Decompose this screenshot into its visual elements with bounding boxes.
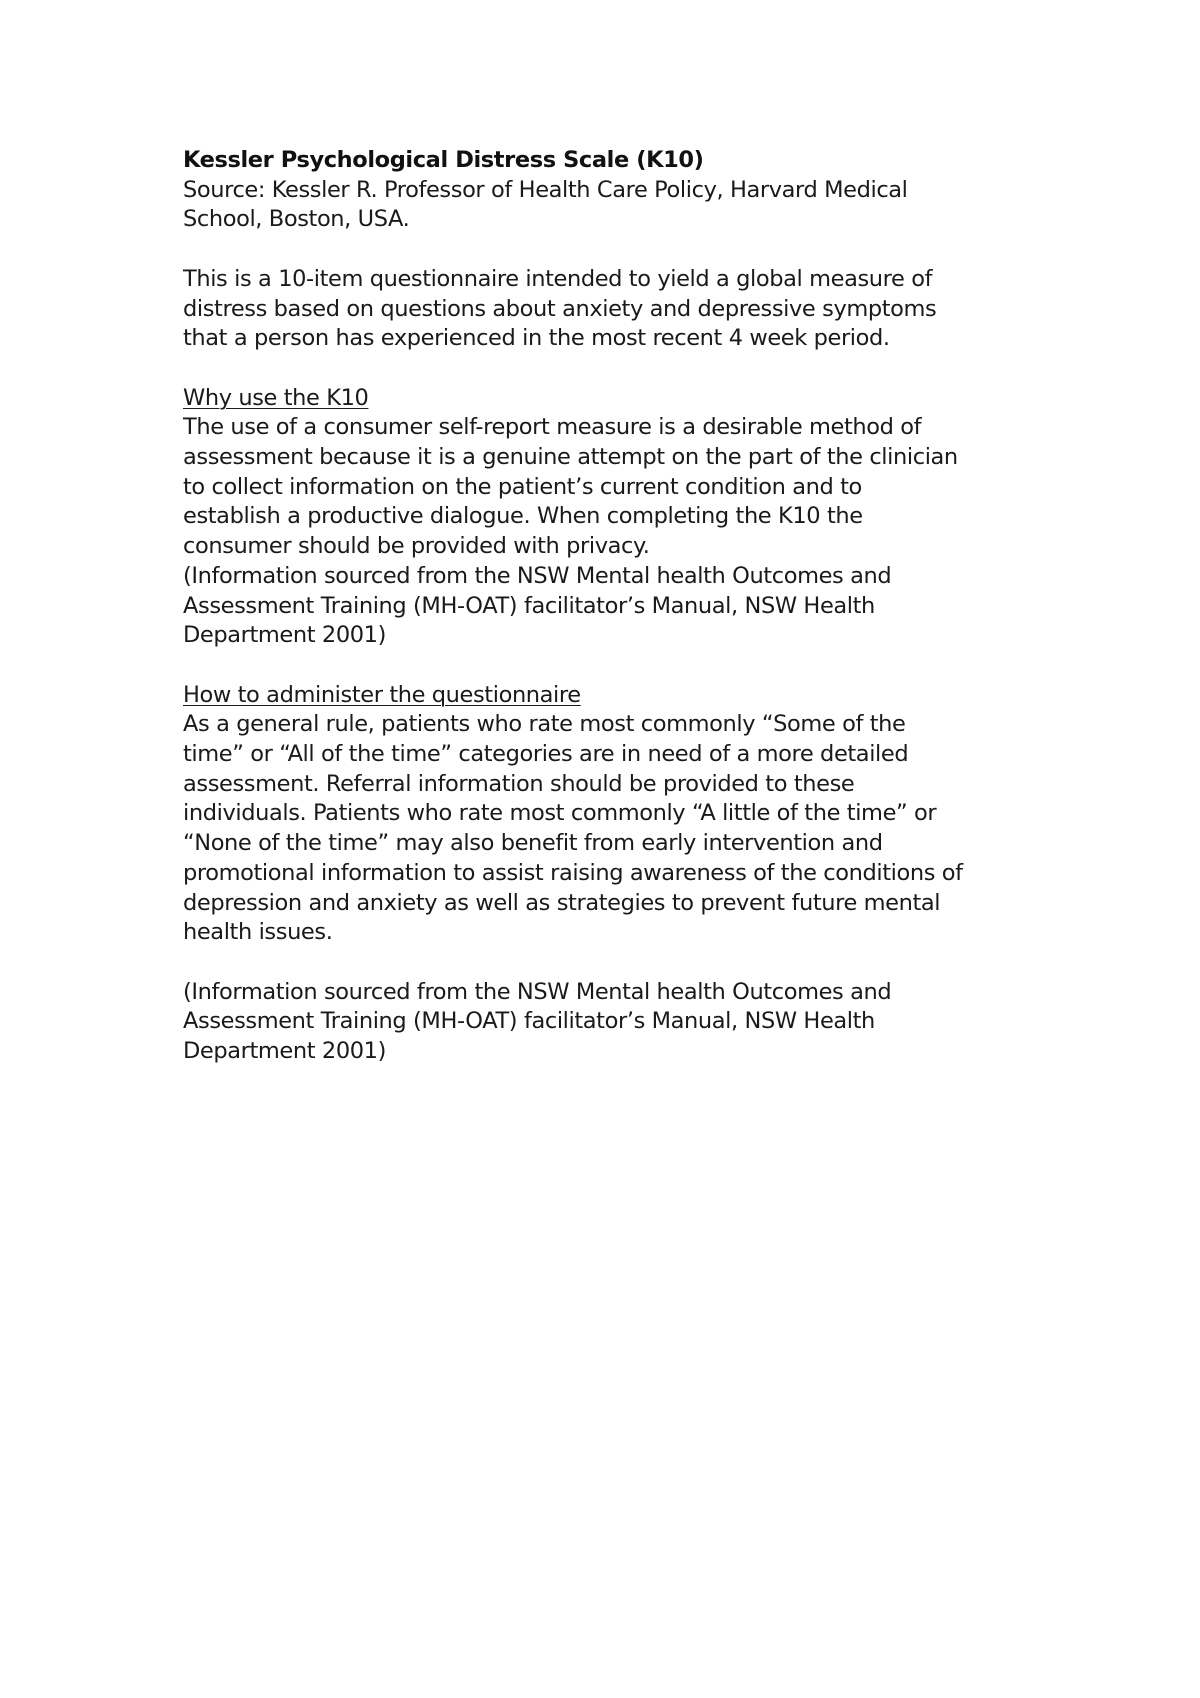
- paragraph-spacer: [183, 235, 1043, 265]
- section-body-why-use: The use of a consumer self-report measure is a desirable method of assessment because it is a genuine attempt on the part of the clinician to collect information on the patient’s current condition and to establish a productive dialogue. When completing the K10 the consumer should be provided with privacy.: [183, 414, 958, 560]
- paragraph-spacer: [183, 948, 1043, 978]
- section-citation-how-to-administer: (Information sourced from the NSW Mental health Outcomes and Assessment Training (MH-OAT) facilitator’s Manual, NSW Health Department 2001): [183, 978, 892, 1065]
- section-heading-how-to-administer: How to administer the questionnaire: [183, 681, 581, 708]
- section-heading-why-use: Why use the K10: [183, 384, 369, 411]
- section-body-how-to-administer: As a general rule, patients who rate most commonly “Some of the time” or “All of the time” categories are in need of a more detailed assessment. Referral information should be provided to these individuals. Patients who rate most commonly “A little of the time” or “None of the time” may also benefit from early intervention and promotional information to assist raising awareness of the conditions of depression and anxiety as well as strategies to prevent future mental health issues.: [183, 711, 963, 946]
- paragraph-spacer: [183, 354, 1043, 384]
- paragraph-spacer: [183, 651, 1043, 681]
- document-content: [183, 146, 1043, 1067]
- document-title: Kessler Psychological Distress Scale (K10): [183, 147, 704, 173]
- source-line: Source: Kessler R. Professor of Health Care Policy, Harvard Medical School, Boston, USA.: [183, 176, 908, 233]
- section-citation-why-use: (Information sourced from the NSW Mental health Outcomes and Assessment Training (MH-OAT) facilitator’s Manual, NSW Health Department 2001): [183, 562, 892, 649]
- intro-paragraph: This is a 10-item questionnaire intended to yield a global measure of distress based on questions about anxiety and depressive symptoms that a person has experienced in the most recent 4 week period.: [183, 265, 937, 352]
